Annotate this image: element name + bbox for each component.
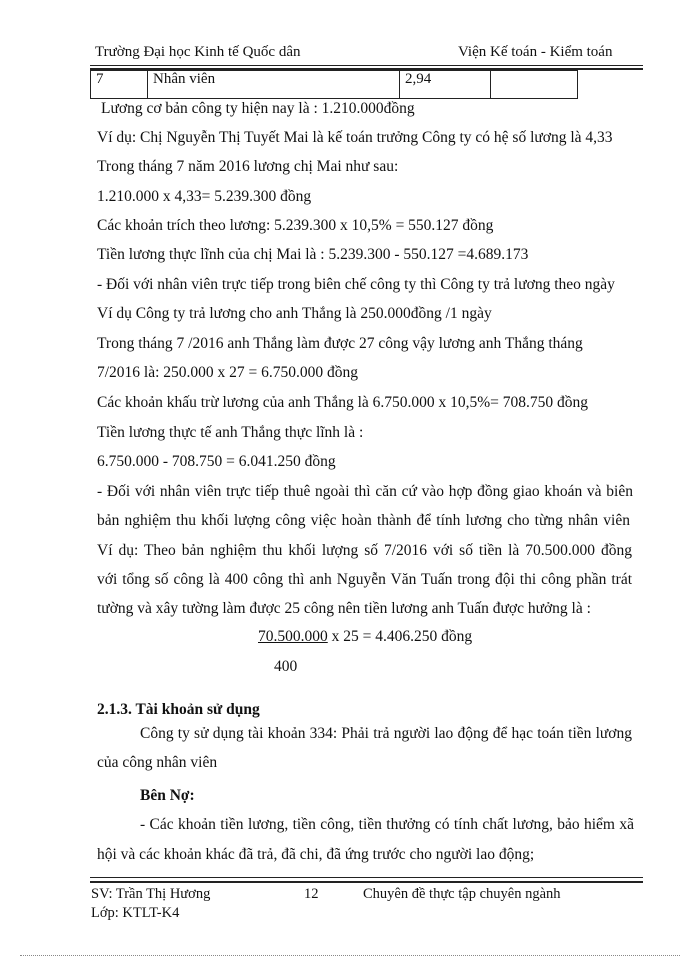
formula-line: [258, 627, 472, 647]
paragraph-line: tường và xây tường làm được 25 công nên tiền lương anh Tuấn được hưởng là :: [97, 600, 591, 617]
footer-rule: [90, 877, 643, 878]
footer-student-name: SV: Trần Thị Hương: [91, 886, 211, 902]
header-school-name: Trường Đại học Kinh tế Quốc dân: [95, 44, 301, 60]
page-edge-dotted-line: [20, 955, 680, 956]
table-cell-position: Nhân viên: [148, 71, 400, 99]
section-heading: 2.1.3. Tài khoản sử dụng: [97, 701, 260, 718]
footer-class: Lớp: KTLT-K4: [91, 905, 180, 921]
footer-report-title: Chuyên đề thực tập chuyên ngành: [363, 886, 561, 902]
footer-page-number: 12: [304, 886, 319, 902]
paragraph-line: Ví dụ Công ty trả lương cho anh Thắng là 250.000đồng /1 ngày: [97, 305, 492, 322]
table-cell-index: 7: [91, 71, 148, 99]
paragraph-line: bản nghiệm thu khối lượng công việc hoàn thành để tính lương cho từng nhân viên: [97, 512, 630, 529]
header-institute-name: Viện Kế toán - Kiểm toán: [458, 44, 613, 60]
debit-side-heading: Bên Nợ:: [140, 787, 195, 804]
table-row: [91, 71, 578, 99]
paragraph-line: Trong tháng 7 /2016 anh Thắng làm được 27 công vậy lương anh Thắng tháng: [97, 335, 583, 352]
paragraph-line: Công ty sử dụng tài khoản 334: Phải trả người lao động để hạc toán tiền lương: [140, 725, 632, 742]
paragraph-line: Tiền lương thực lĩnh của chị Mai là : 5.239.300 - 550.127 =4.689.173: [97, 246, 529, 263]
footer-rule-thick: [90, 881, 643, 883]
formula-result: x 25 = 4.406.250 đồng: [327, 628, 473, 645]
paragraph-line: - Các khoản tiền lương, tiền công, tiền thưởng có tính chất lương, bảo hiểm xã: [140, 816, 634, 833]
paragraph-line: Trong tháng 7 năm 2016 lương chị Mai như sau:: [97, 158, 399, 175]
paragraph-line: - Đối với nhân viên trực tiếp thuê ngoài thì căn cứ vào hợp đồng giao khoán và biên: [97, 483, 633, 500]
table-cell-coefficient: 2,94: [400, 71, 491, 99]
paragraph-line: - Đối với nhân viên trực tiếp trong biên chế công ty thì Công ty trả lương theo ngày: [97, 276, 615, 293]
table-cell-empty: [491, 71, 578, 99]
paragraph-line: Các khoản trích theo lương: 5.239.300 x 10,5% = 550.127 đồng: [97, 217, 494, 234]
paragraph-line: Ví dụ: Theo bản nghiệm thu khối lượng số 7/2016 với số tiền là 70.500.000 đồng: [97, 542, 632, 559]
paragraph-line: của công nhân viên: [97, 754, 218, 771]
header-rule: [90, 65, 643, 66]
paragraph-line: hội và các khoản khác đã trả, đã chi, đã ứng trước cho người lao động;: [97, 846, 535, 863]
paragraph-line: với tổng số công là 400 công thì anh Nguyễn Văn Tuấn trong đội thi công phần trát: [97, 571, 632, 588]
formula-denominator: 400: [274, 658, 298, 675]
formula-numerator: 70.500.000: [258, 628, 328, 645]
paragraph-line: 1.210.000 x 4,33= 5.239.300 đồng: [97, 188, 312, 205]
paragraph-line: Tiền lương thực tế anh Thắng thực lĩnh là :: [97, 424, 364, 441]
paragraph-line: Ví dụ: Chị Nguyễn Thị Tuyết Mai là kế toán trưởng Công ty có hệ số lương là 4,33: [97, 129, 613, 146]
paragraph-line: 7/2016 là: 250.000 x 27 = 6.750.000 đồng: [97, 364, 359, 381]
paragraph-line: 6.750.000 - 708.750 = 6.041.250 đồng: [97, 453, 336, 470]
paragraph-line: Các khoản khấu trừ lương của anh Thắng là 6.750.000 x 10,5%= 708.750 đồng: [97, 394, 589, 411]
paragraph-line: Lương cơ bản công ty hiện nay là : 1.210.000đồng: [101, 100, 415, 117]
salary-coefficient-table: [90, 70, 578, 99]
